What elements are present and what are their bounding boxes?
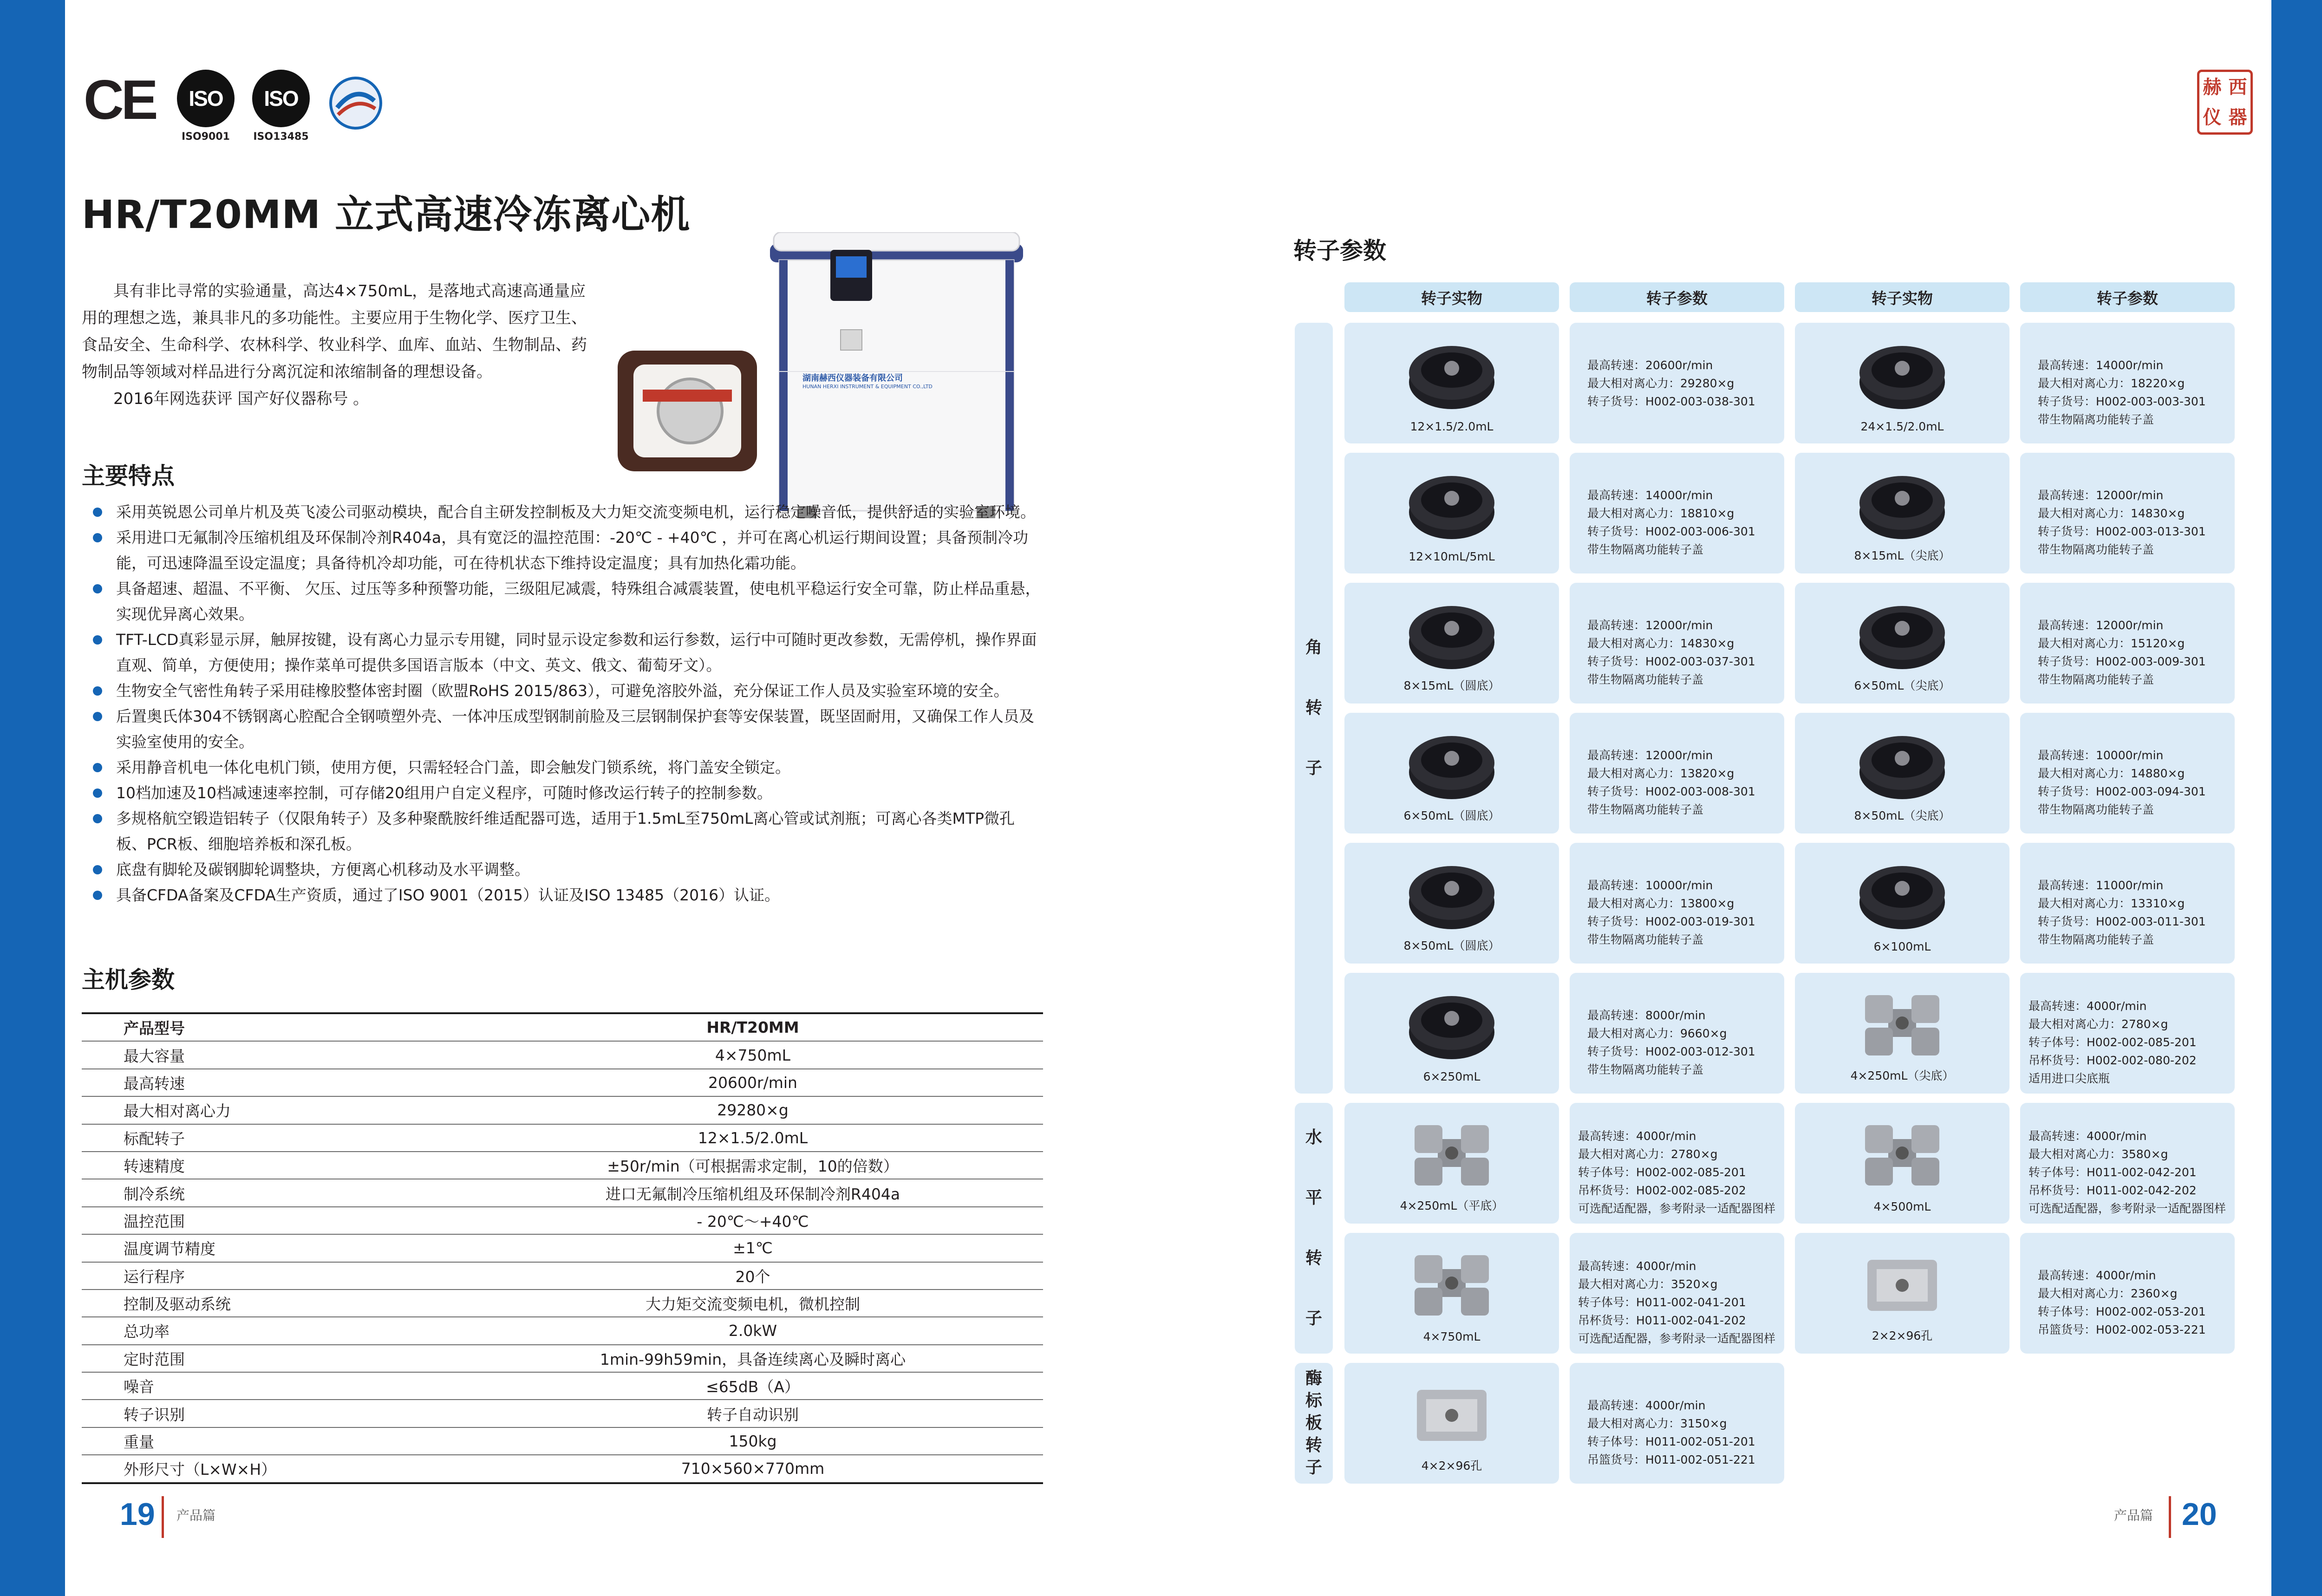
feature-text: 生物安全气密性角转子采用硅橡胶整体密封圈（欧盟RoHS 2015/863），可避免溶胶外溢，充分保证工作人员及实验室环境的安全。 (116, 682, 1009, 700)
spec-key: 标配转子 (82, 1124, 463, 1152)
feature-text: 底盘有脚轮及碳钢脚轮调整块，方便离心机移动及水平调整。 (116, 860, 530, 879)
rotor-param-line: 转子货号：H002-003-038-301 (1587, 395, 1755, 408)
rotor-param-line: 带生物隔离功能转子盖 (2038, 673, 2154, 686)
rotor-caption: 4×250mL（尖底） (1850, 1069, 1954, 1082)
swirl-brand-icon (328, 75, 384, 131)
feature-text: 具备超速、超温、不平衡、 欠压、过压等多种预警功能，三级阻尼减震，特殊组合减震装置，使电机平稳运行安全可靠，防止样品重悬，实现优异离心效果。 (116, 580, 1041, 623)
rotor-params-cell (2020, 583, 2235, 704)
seal-char: 赫 (2203, 76, 2222, 98)
spec-row (82, 1096, 1043, 1124)
feature-item (93, 755, 1045, 780)
rotor-param-line: 带生物隔离功能转子盖 (1587, 673, 1704, 686)
spec-value: 29280×g (463, 1096, 1043, 1124)
swing-bucket-rotor-icon (1856, 1111, 1949, 1195)
feature-item (93, 857, 1045, 882)
footer-label-left: 产品篇 (176, 1508, 216, 1523)
rotor-param-line: 最大相对离心力：18220×g (2038, 377, 2185, 390)
rotor-param-line: 最大相对离心力：15120×g (2038, 637, 2185, 650)
rotor-params (2020, 1103, 2235, 1218)
rotor-caption: 24×1.5/2.0mL (1860, 420, 1944, 433)
angle-rotor-icon (1405, 851, 1498, 935)
rotor-params (1570, 323, 1784, 410)
spec-value: 710×560×770mm (463, 1455, 1043, 1483)
angle-rotor-icon (1856, 331, 1949, 415)
rotor-param-line: 转子体号：H011-002-051-201 (1587, 1435, 1755, 1448)
feature-item (93, 525, 1045, 576)
spec-key: 定时范围 (82, 1345, 463, 1372)
rotor-params (1570, 713, 1784, 819)
rotor-param-line: 最高转速：20600r/min (1587, 358, 1713, 372)
rotor-group-char: 标 (1305, 1391, 1322, 1410)
rotor-param-line: 最大相对离心力：2780×g (2028, 1017, 2168, 1031)
spec-value: ±50r/min（可根据需求定制，10的倍数） (463, 1152, 1043, 1179)
angle-rotor-icon (1405, 591, 1498, 675)
rotor-group-char: 平 (1305, 1188, 1322, 1207)
rotor-param-line: 最大相对离心力：14830×g (2038, 507, 2185, 520)
rotor-param-line: 转子体号：H002-002-085-201 (1578, 1166, 1746, 1179)
spec-key: 最大相对离心力 (82, 1096, 463, 1124)
rotor-caption: 6×50mL（尖底） (1854, 679, 1950, 692)
spec-key: 最高转速 (82, 1069, 463, 1096)
feature-item (93, 627, 1045, 678)
rotor-caption: 6×250mL (1423, 1070, 1481, 1083)
spec-row (82, 1179, 1043, 1206)
rotor-params (1570, 1103, 1784, 1218)
rotor-image-cell (1795, 323, 2009, 443)
rotor-param-line: 最大相对离心力：18810×g (1587, 507, 1735, 520)
rotor-image-cell (1344, 843, 1559, 964)
feature-text: 具备CFDA备案及CFDA生产资质，通过了ISO 9001（2015）认证及ISO 13485（2016）认证。 (116, 886, 780, 904)
ce-mark-logo: CE (84, 69, 156, 131)
spec-value: 转子自动识别 (463, 1400, 1043, 1427)
rotor-params (2020, 1233, 2235, 1339)
rotor-param-line: 转子货号：H002-003-094-301 (2038, 785, 2206, 798)
rotor-params-cell (2020, 453, 2235, 573)
rotor-params-cell (2020, 713, 2235, 834)
feature-text: 采用进口无氟制冷压缩机组及环保制冷剂R404a，具有宽泛的温控范围：-20℃ - +40℃ ，并可在离心机运行期间设置；具备预制冷功能，可迅速降温至设定温度；具备待机冷却功能，可在待机状态下维持设定温度；具有加热化霜功能。 (116, 528, 1029, 572)
rotor-params-cell (1570, 843, 1784, 964)
feature-text: 采用静音机电一体化电机门锁，使用方便，只需轻轻合门盖，即会触发门锁系统，将门盖安全锁定。 (116, 758, 790, 776)
rotor-params-cell (1570, 453, 1784, 573)
rotor-group-char: 子 (1305, 759, 1322, 778)
seal-char: 器 (2228, 106, 2247, 128)
intro-paragraph: 具有非比寻常的实验通量，高达4×750mL，是落地式高速高通量应用的理想之选，兼具非凡的多功能性。主要应用于生物化学、医疗卫生、食品安全、生命科学、农林科学、牧业科学、血库、血站、生物制品、药物制品等领域对样品进行分离沉淀和浓缩制备的理想设备。 (82, 282, 587, 381)
spec-row (82, 1262, 1043, 1290)
spec-row (82, 1317, 1043, 1344)
rotor-image-cell (1344, 453, 1559, 573)
rotor-image-cell (1344, 973, 1559, 1094)
rotor-group-char: 子 (1305, 1458, 1322, 1477)
feature-text: TFT-LCD真彩显示屏，触屏按键，设有离心力显示专用键，同时显示设定参数和运行参数，运行中可随时更改参数，无需停机，操作界面直观、简单，方便使用；操作菜单可提供多国语言版本（中文、英文、俄文、葡萄牙文）。 (116, 631, 1037, 674)
bullet-icon (93, 508, 102, 517)
page-number-left: 19 (120, 1497, 155, 1532)
rotor-param-line: 转子货号：H002-003-012-301 (1587, 1045, 1755, 1058)
rotor-image-cell (1795, 713, 2009, 834)
plate-rotor-icon (1405, 1371, 1498, 1455)
rotor-caption: 12×10mL/5mL (1409, 550, 1495, 563)
rotor-image-cell (1344, 1233, 1559, 1354)
rotor-param-line: 转子货号：H002-003-008-301 (1587, 785, 1755, 798)
rotor-param-line: 最高转速：12000r/min (2038, 489, 2164, 502)
rotor-params-cell (1570, 713, 1784, 834)
rotor-group-char: 转 (1305, 1249, 1322, 1268)
spec-value: ±1℃ (463, 1234, 1043, 1262)
rotor-param-line: 最大相对离心力：2780×g (1578, 1147, 1718, 1161)
rotor-params (1570, 1233, 1784, 1348)
rotor-params (1570, 583, 1784, 689)
spec-key: 外形尺寸（L×W×H） (82, 1455, 463, 1483)
rotor-params-cell (1570, 1103, 1784, 1224)
spec-value: 20600r/min (463, 1069, 1043, 1096)
footer-divider (2169, 1496, 2171, 1538)
rotor-param-line: 可选配适配器，参考附录一适配器图样 (2028, 1202, 2226, 1215)
rotor-param-line: 最大相对离心力：29280×g (1587, 377, 1735, 390)
bullet-icon (93, 635, 102, 645)
rotor-param-line: 最大相对离心力：13820×g (1587, 767, 1735, 780)
iso-globe-icon: ISO (252, 70, 310, 127)
rotor-caption: 8×50mL（尖底） (1854, 809, 1950, 822)
feature-text: 后置奥氏体304不锈钢离心腔配合全钢喷塑外壳、一体冲压成型钢制前脸及三层钢制保护套等安保装置，既坚固耐用，又确保工作人员及实验室使用的安全。 (116, 707, 1034, 751)
seal-char: 仪 (2203, 106, 2222, 128)
rotor-params-cell (1570, 973, 1784, 1094)
rotor-group-label (1295, 1363, 1333, 1484)
rotor-params-cell (1570, 1363, 1784, 1484)
seal-char: 西 (2228, 76, 2247, 98)
rotor-param-line: 最高转速：4000r/min (1578, 1259, 1696, 1273)
right-blue-margin (2271, 0, 2322, 1596)
rotor-params-cell (1570, 583, 1784, 704)
iso-globe-icon: ISO (177, 70, 235, 127)
spec-row (82, 1124, 1043, 1152)
rotor-image-cell (1344, 1363, 1559, 1484)
feature-item (93, 806, 1045, 857)
specs-table (82, 1012, 1043, 1484)
rotor-param-line: 吊篮货号：H002-002-053-221 (2038, 1323, 2206, 1336)
bullet-icon (93, 865, 102, 874)
feature-text: 采用英锐恩公司单片机及英飞凌公司驱动模块，配合自主研发控制板及大力矩交流变频电机，运行稳定噪音低，提供舒适的实验室环境。 (116, 503, 1036, 521)
rotor-param-line: 最高转速：8000r/min (1587, 1009, 1706, 1022)
rotor-group-label (1295, 323, 1333, 1094)
spec-value: 进口无氟制冷压缩机组及环保制冷剂R404a (463, 1179, 1043, 1206)
rotor-param-line: 带生物隔离功能转子盖 (1587, 1063, 1704, 1076)
spec-row (82, 1345, 1043, 1372)
rotor-image-cell (1344, 1103, 1559, 1224)
spec-row (82, 1069, 1043, 1096)
rotor-params-cell (1570, 323, 1784, 443)
feature-item (93, 499, 1045, 525)
machine-brand-english: HUNAN HERXI INSTRUMENT & EQUIPMENT CO.,LTD (802, 384, 933, 390)
bullet-icon (93, 788, 102, 798)
swing-bucket-rotor-icon (1405, 1111, 1498, 1195)
rotor-param-line: 转子体号：H011-002-042-201 (2028, 1166, 2197, 1179)
spec-key: 转速精度 (82, 1152, 463, 1179)
spec-key: 温度调节精度 (82, 1234, 463, 1262)
spec-value: 150kg (463, 1427, 1043, 1455)
rotor-caption: 2×2×96孔 (1872, 1329, 1933, 1342)
bullet-icon (93, 891, 102, 900)
spec-value: - 20℃～+40℃ (463, 1207, 1043, 1234)
rotor-param-line: 吊杯货号：H011-002-042-202 (2028, 1184, 2197, 1197)
feature-item (93, 780, 1045, 806)
spec-value: 20个 (463, 1262, 1043, 1290)
spec-value: 2.0kW (463, 1317, 1043, 1344)
left-blue-margin (0, 0, 65, 1596)
rotor-param-line: 最大相对离心力：2360×g (2038, 1287, 2178, 1300)
rotor-image-cell (1344, 713, 1559, 834)
rotor-param-line: 最大相对离心力：3580×g (2028, 1147, 2168, 1161)
rotor-image-cell (1795, 583, 2009, 704)
spec-key: 制冷系统 (82, 1179, 463, 1206)
rotor-param-line: 最高转速：4000r/min (1578, 1129, 1696, 1143)
rotor-param-line: 带生物隔离功能转子盖 (2038, 543, 2154, 556)
spec-row (82, 1290, 1043, 1317)
rotor-param-line: 吊篮货号：H011-002-051-221 (1587, 1453, 1755, 1466)
footer-label-right: 产品篇 (2114, 1508, 2153, 1523)
angle-rotor-icon (1856, 721, 1949, 805)
award-plaque-image (618, 351, 757, 471)
footer-divider (162, 1496, 164, 1538)
rotor-group-char: 酶 (1305, 1369, 1322, 1388)
rotor-params (1570, 843, 1784, 949)
rotor-param-line: 最大相对离心力：13800×g (1587, 897, 1735, 910)
rotor-param-line: 最大相对离心力：3520×g (1578, 1277, 1718, 1291)
rotor-image-cell (1795, 843, 2009, 964)
rotor-param-line: 最高转速：11000r/min (2038, 879, 2164, 892)
rotor-param-line: 带生物隔离功能转子盖 (1587, 933, 1704, 946)
bullet-icon (93, 686, 102, 696)
plaque-face (633, 365, 741, 457)
rotor-param-line: 最高转速：12000r/min (1587, 749, 1713, 762)
rotor-param-line: 可选配适配器，参考附录一适配器图样 (1578, 1202, 1776, 1215)
rotor-caption: 4×250mL（平底） (1400, 1199, 1504, 1212)
rotor-param-line: 最高转速：4000r/min (1587, 1399, 1706, 1412)
rotor-params-cell (1570, 1233, 1784, 1354)
rotor-param-line: 最高转速：14000r/min (1587, 489, 1713, 502)
angle-rotor-icon (1405, 461, 1498, 545)
rotor-param-line: 转子货号：H002-003-011-301 (2038, 915, 2206, 928)
rotor-group-char: 转 (1305, 698, 1322, 717)
rotor-params (2020, 583, 2235, 689)
rotor-param-line: 带生物隔离功能转子盖 (2038, 933, 2154, 946)
rotor-image-cell (1795, 453, 2009, 573)
rotor-param-line: 最大相对离心力：14830×g (1587, 637, 1735, 650)
rotor-params-cell (2020, 1233, 2235, 1354)
spec-row (82, 1372, 1043, 1400)
spec-row (82, 1207, 1043, 1234)
angle-rotor-icon (1856, 591, 1949, 675)
spec-key: 最大容量 (82, 1041, 463, 1068)
swing-bucket-rotor-icon (1856, 981, 1949, 1065)
rotor-params (2020, 323, 2235, 429)
spec-key: 噪音 (82, 1372, 463, 1400)
rotor-param-line: 最高转速：14000r/min (2038, 358, 2164, 372)
spec-row (82, 1427, 1043, 1455)
rotor-params-cell (2020, 1103, 2235, 1224)
rotor-caption: 8×15mL（尖底） (1854, 549, 1950, 562)
rotor-param-line: 转子货号：H002-003-019-301 (1587, 915, 1755, 928)
plaque-medal (657, 378, 724, 444)
rotor-image-cell (1344, 583, 1559, 704)
rotor-param-line: 最大相对离心力：14880×g (2038, 767, 2185, 780)
rotor-param-line: 带生物隔离功能转子盖 (2038, 803, 2154, 816)
rotor-params-cell (2020, 973, 2235, 1094)
rotor-param-line: 带生物隔离功能转子盖 (1587, 803, 1704, 816)
rotor-param-line: 转子体号：H002-002-053-201 (2038, 1305, 2206, 1318)
angle-rotor-icon (1856, 461, 1949, 545)
machine-brand-label: 湖南赫西仪器装备有限公司 (802, 373, 903, 383)
rotor-param-line: 适用进口尖底瓶 (2028, 1072, 2110, 1085)
rotor-param-line: 最高转速：4000r/min (2028, 1129, 2147, 1143)
rotor-params (2020, 843, 2235, 949)
award-line: 2016年网选获评 国产好仪器称号 。 (113, 390, 369, 408)
spec-value: 12×1.5/2.0mL (463, 1124, 1043, 1152)
rotor-param-line: 转子货号：H002-003-006-301 (1587, 525, 1755, 538)
rotor-param-line: 转子体号：H011-002-041-201 (1578, 1296, 1746, 1309)
rotor-params-cell (2020, 843, 2235, 964)
rotor-table-header: 转子参数 (1570, 282, 1784, 312)
rotor-param-line: 最大相对离心力：9660×g (1587, 1027, 1727, 1040)
spec-row (82, 1041, 1043, 1068)
rotor-param-line: 转子货号：H002-003-009-301 (2038, 655, 2206, 668)
rotor-group-char: 板 (1305, 1414, 1322, 1433)
spec-row (82, 1400, 1043, 1427)
rotor-caption: 6×50mL（圆底） (1403, 809, 1500, 822)
spec-value: 大力矩交流变频电机，微机控制 (463, 1290, 1043, 1317)
spec-row (82, 1455, 1043, 1483)
iso9001-logo (176, 70, 236, 143)
rotor-caption: 8×50mL（圆底） (1403, 939, 1500, 952)
rotor-params-cell (2020, 323, 2235, 443)
rotor-param-line: 最大相对离心力：13310×g (2038, 897, 2185, 910)
rotor-param-line: 转子体号：H002-002-085-201 (2028, 1036, 2197, 1049)
rotor-param-line: 最高转速：10000r/min (1587, 879, 1713, 892)
spec-key: 控制及驱动系统 (82, 1290, 463, 1317)
rotor-param-line: 可选配适配器，参考附录一适配器图样 (1578, 1332, 1776, 1345)
rotor-group-char: 转 (1305, 1436, 1322, 1455)
rotor-caption: 4×500mL (1873, 1200, 1931, 1213)
rotor-param-line: 带生物隔离功能转子盖 (1587, 543, 1704, 556)
iso13485-label: ISO13485 (253, 131, 309, 143)
rotor-caption: 4×750mL (1423, 1330, 1481, 1343)
rotor-image-cell (1795, 1233, 2009, 1354)
rotor-table-header: 转子实物 (1795, 282, 2009, 312)
feature-item (93, 882, 1045, 908)
rotor-param-line: 吊杯货号：H002-002-080-202 (2028, 1054, 2197, 1067)
bullet-icon (93, 533, 102, 542)
spec-value: 4×750mL (463, 1041, 1043, 1068)
iso9001-label: ISO9001 (182, 131, 230, 143)
bullet-icon (93, 712, 102, 721)
specs-heading: 主机参数 (82, 966, 175, 993)
feature-text: 10档加速及10档减速速率控制，可存储20组用户自定义程序，可随时修改运行转子的控制参数。 (116, 784, 772, 802)
spec-value: 1min-99h59min，具备连续离心及瞬时离心 (463, 1345, 1043, 1372)
bullet-icon (93, 814, 102, 823)
spec-key: 重量 (82, 1427, 463, 1455)
rotor-param-line: 最高转速：12000r/min (1587, 619, 1713, 632)
rotor-param-line: 转子货号：H002-003-003-301 (2038, 395, 2206, 408)
angle-rotor-icon (1405, 721, 1498, 805)
angle-rotor-icon (1856, 851, 1949, 935)
rotor-image-cell (1344, 323, 1559, 443)
rotor-param-line: 转子货号：H002-003-037-301 (1587, 655, 1755, 668)
swing-bucket-rotor-icon (1405, 1241, 1498, 1325)
spec-key: 温控范围 (82, 1207, 463, 1234)
feature-item (93, 576, 1045, 627)
rotor-params (2020, 453, 2235, 559)
features-list (93, 499, 1045, 908)
rotor-params (2020, 973, 2235, 1088)
rotor-table-header: 转子参数 (2020, 282, 2235, 312)
spec-value: ≤65dB（A） (463, 1372, 1043, 1400)
rotor-param-line: 最高转速：4000r/min (2028, 999, 2147, 1013)
features-heading: 主要特点 (82, 463, 175, 489)
spec-row (82, 1013, 1043, 1041)
rotor-params (1570, 1363, 1784, 1469)
rotor-table-header: 转子实物 (1344, 282, 1559, 312)
rotor-caption: 6×100mL (1873, 940, 1931, 953)
rotor-param-line: 吊杯货号：H011-002-041-202 (1578, 1314, 1746, 1327)
rotor-group-char: 水 (1305, 1128, 1322, 1147)
feature-item (93, 678, 1045, 704)
rotor-group-label (1295, 1103, 1333, 1354)
rotor-param-line: 转子货号：H002-003-013-301 (2038, 525, 2206, 538)
page-number-right: 20 (2182, 1497, 2217, 1532)
angle-rotor-icon (1405, 331, 1498, 415)
rotor-caption: 12×1.5/2.0mL (1410, 420, 1494, 433)
rotor-param-line: 最大相对离心力：3150×g (1587, 1417, 1727, 1430)
rotor-image-cell (1795, 973, 2009, 1094)
rotor-param-line: 带生物隔离功能转子盖 (2038, 413, 2154, 426)
rotor-params (1570, 453, 1784, 559)
bullet-icon (93, 584, 102, 593)
rotor-image-cell (1795, 1103, 2009, 1224)
spec-row (82, 1152, 1043, 1179)
angle-rotor-icon (1405, 981, 1498, 1065)
intro-text (82, 278, 593, 412)
feature-text: 多规格航空锻造铝转子（仅限角转子）及多种聚酰胺纤维适配器可选，适用于1.5mL至750mL离心管或试剂瓶；可离心各类MTP微孔板、PCR板、细胞培养板和深孔板。 (116, 809, 1015, 853)
iso13485-logo (251, 70, 311, 143)
rotor-section-heading: 转子参数 (1293, 237, 1386, 264)
page-title: HR/T20MM 立式高速冷冻离心机 (82, 192, 691, 237)
spec-key: 产品型号 (82, 1013, 463, 1041)
rotor-params (1570, 973, 1784, 1079)
spec-value: HR/T20MM (463, 1013, 1043, 1041)
spec-key: 转子识别 (82, 1400, 463, 1427)
company-seal-stamp (2197, 70, 2253, 135)
rotor-param-line: 最高转速：4000r/min (2038, 1269, 2156, 1282)
plate-rotor-icon (1856, 1241, 1949, 1325)
rotor-param-line: 最高转速：10000r/min (2038, 749, 2164, 762)
feature-item (93, 704, 1045, 755)
rotor-params (2020, 713, 2235, 819)
rotor-param-line: 最高转速：12000r/min (2038, 619, 2164, 632)
rotor-param-line: 吊杯货号：H002-002-085-202 (1578, 1184, 1746, 1197)
rotor-caption: 4×2×96孔 (1421, 1459, 1482, 1472)
bullet-icon (93, 763, 102, 772)
spec-key: 运行程序 (82, 1262, 463, 1290)
rotor-caption: 8×15mL（圆底） (1403, 679, 1500, 692)
rotor-group-char: 角 (1305, 638, 1322, 657)
spec-row (82, 1234, 1043, 1262)
spec-key: 总功率 (82, 1317, 463, 1344)
centrifuge-product-image (770, 232, 1023, 529)
plaque-banner (643, 390, 732, 402)
rotor-group-char: 子 (1305, 1309, 1322, 1328)
